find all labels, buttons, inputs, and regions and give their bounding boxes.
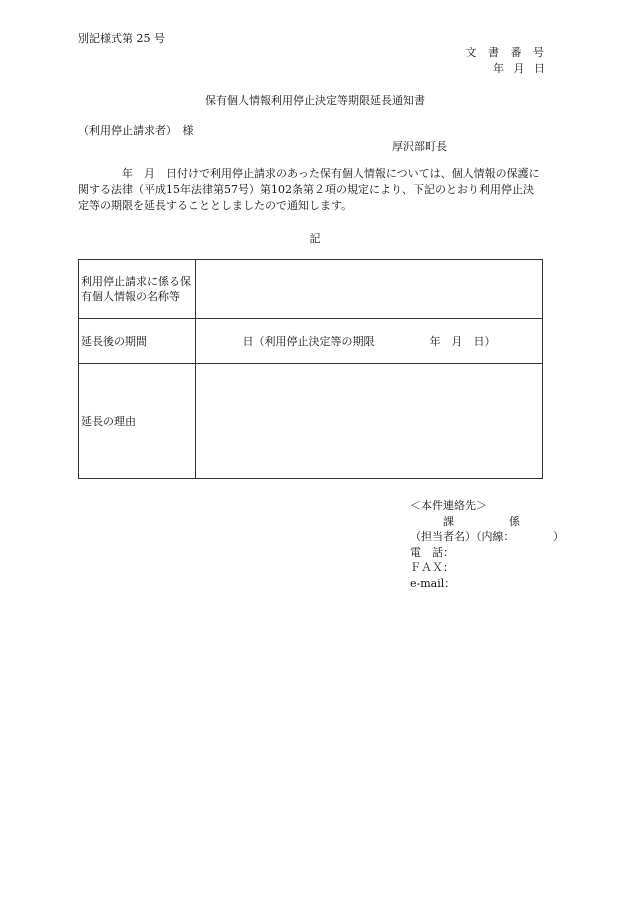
table-row bbox=[79, 319, 543, 364]
table-row bbox=[79, 364, 543, 479]
sender-name: 厚沢部町長 bbox=[392, 140, 447, 153]
document-date-label: 年 月 日 bbox=[493, 62, 548, 75]
contact-fax: ＦＡＸ： bbox=[410, 561, 454, 574]
info-name-value bbox=[196, 260, 543, 319]
body-paragraph: 年 月 日付けで利用停止請求のあった保有個人情報については、個人情報の保護に関する法律（平成15年法律第57号）第102条第２項の規定により、下記のとおり利用停止決定等の期限を延長することとしましたので通知します。 bbox=[78, 167, 540, 212]
document-title: 保有個人情報利用停止決定等期限延長通知書 bbox=[205, 94, 425, 107]
recipient-line: （利用停止請求者） 様 bbox=[78, 124, 194, 137]
contact-phone: 電 話： bbox=[410, 545, 454, 559]
info-name-label: 利用停止請求に係る保有個人情報の名称等 bbox=[79, 260, 196, 319]
document-number-label: 文 書 番 号 bbox=[465, 46, 548, 59]
extended-period-label: 延長後の期間 bbox=[79, 319, 196, 364]
contact-email: e-mail： bbox=[410, 576, 456, 590]
contact-block bbox=[410, 498, 590, 591]
contact-person: （担当者名）（内線： ） bbox=[410, 530, 564, 543]
record-heading: 記 bbox=[309, 232, 321, 245]
contact-heading: ＜本件連絡先＞ bbox=[410, 499, 487, 512]
form-number: 別記様式第 25 号 bbox=[78, 32, 165, 45]
extended-period-value: 日（利用停止決定等の期限 年 月 日） bbox=[196, 319, 543, 364]
extension-reason-label: 延長の理由 bbox=[79, 364, 196, 479]
extension-reason-value bbox=[196, 364, 543, 479]
notice-table bbox=[78, 259, 543, 479]
table-row bbox=[79, 260, 543, 319]
contact-department: 課 係 bbox=[410, 514, 520, 528]
